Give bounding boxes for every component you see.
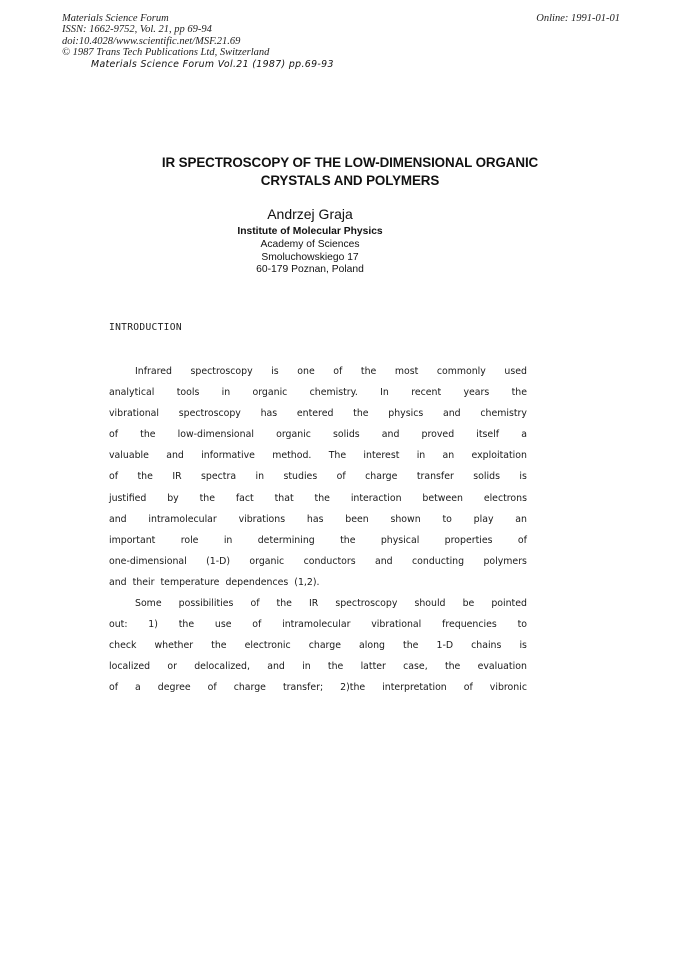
- body-word: vibrational: [371, 619, 422, 631]
- journal-name: Materials Science Forum: [62, 13, 169, 24]
- body-word: is: [519, 471, 527, 483]
- body-line: [109, 514, 527, 535]
- body-word: the: [314, 492, 330, 504]
- online-date: Online: 1991-01-01: [536, 13, 620, 24]
- body-word: and: [109, 513, 127, 525]
- body-word: solids: [473, 471, 500, 483]
- body-word: is: [519, 640, 527, 652]
- body-word: conducting: [412, 555, 465, 567]
- body-word: vibrations: [238, 513, 286, 525]
- body-word: possibilities: [178, 598, 234, 610]
- body-line: [109, 577, 527, 598]
- body-word: the: [276, 598, 292, 610]
- body-word: of: [333, 366, 343, 377]
- affiliation-city: 60-179 Poznan, Poland: [256, 264, 364, 275]
- body-word: one-dimensional: [109, 555, 187, 567]
- body-word: physical: [380, 534, 420, 546]
- body-word: physics: [388, 408, 424, 420]
- body-word: intramolecular: [282, 619, 351, 631]
- body-word: conductors: [303, 555, 356, 567]
- body-word: method.: [272, 450, 312, 462]
- body-word: latter: [360, 661, 386, 673]
- body-word: the: [340, 534, 356, 546]
- body-word: to: [517, 619, 527, 631]
- body-word: 2)the: [340, 682, 366, 694]
- body-word: to: [442, 513, 452, 525]
- body-word: the: [178, 619, 195, 631]
- body-word: and: [109, 576, 127, 588]
- body-word: valuable: [109, 450, 149, 462]
- body-word: interpretation: [382, 682, 447, 694]
- body-word: The: [328, 450, 347, 462]
- body-word: has: [306, 513, 324, 525]
- affiliation-academy: Academy of Sciences: [260, 239, 360, 250]
- author-name: Andrzej Graja: [267, 206, 353, 222]
- body-word: exploitation: [471, 450, 527, 462]
- body-word: degree: [157, 682, 191, 694]
- body-word: the: [511, 387, 527, 399]
- body-word: localized: [109, 661, 151, 673]
- body-word: justified: [109, 492, 147, 504]
- body-word: shown: [390, 513, 421, 525]
- body-word: check: [109, 640, 137, 652]
- body-word: the: [444, 661, 461, 673]
- body-word: itself: [476, 429, 500, 441]
- body-word: role: [180, 534, 199, 546]
- body-word: used: [504, 366, 527, 377]
- body-word: frequencies: [442, 619, 497, 631]
- body-word: of: [517, 534, 527, 546]
- body-word: and: [267, 661, 285, 673]
- body-word: the: [211, 640, 227, 652]
- body-line: [109, 535, 527, 556]
- body-word: of: [109, 682, 119, 694]
- body-line: [109, 429, 527, 450]
- body-word: vibrational: [109, 408, 160, 420]
- body-word: an: [515, 513, 527, 525]
- body-word: the: [403, 640, 419, 652]
- body-word: and: [166, 450, 184, 462]
- body-word: spectra: [201, 471, 237, 483]
- body-word: charge: [233, 682, 266, 694]
- body-word: the: [137, 471, 153, 483]
- body-word: and: [381, 429, 400, 441]
- body-word: case,: [403, 661, 428, 673]
- body-word: solids: [333, 429, 360, 441]
- publication-metadata: [62, 13, 269, 58]
- body-word: fact: [235, 492, 254, 504]
- body-word: the: [353, 408, 369, 420]
- body-word: evaluation: [477, 661, 527, 673]
- body-word: charge: [365, 471, 398, 483]
- body-word: the: [199, 492, 215, 504]
- body-word: in: [416, 450, 426, 462]
- body-word: by: [167, 492, 179, 504]
- body-line: [109, 387, 527, 408]
- body-word: electrons: [483, 492, 527, 504]
- body-word: their: [132, 576, 155, 588]
- body-word: properties: [444, 534, 493, 546]
- body-word: of: [109, 429, 119, 441]
- body-word: of: [207, 682, 217, 694]
- body-word: years: [463, 387, 490, 399]
- doi-line: doi:10.4028/www.scientific.net/MSF.21.69: [62, 35, 241, 47]
- body-word: along: [359, 640, 385, 652]
- body-word: of: [252, 619, 262, 631]
- body-word: Infrared: [135, 366, 172, 377]
- body-word: spectroscopy: [335, 598, 398, 610]
- issn-line: ISSN: 1662-9752, Vol. 21, pp 69-94: [62, 24, 212, 36]
- body-word: IR: [308, 598, 319, 610]
- body-word: and: [375, 555, 393, 567]
- body-word: interaction: [350, 492, 402, 504]
- body-word: whether: [154, 640, 194, 652]
- body-line: [109, 556, 527, 577]
- body-word: an: [442, 450, 455, 462]
- affiliation-street: Smoluchowskiego 17: [261, 252, 359, 263]
- body-word: interest: [363, 450, 400, 462]
- body-word: or: [167, 661, 177, 673]
- body-word: Some: [135, 598, 162, 610]
- body-word: entered: [296, 408, 334, 420]
- body-word: dependences: [225, 576, 289, 588]
- body-line: [109, 471, 527, 492]
- body-word: the: [360, 366, 377, 377]
- body-line: [109, 661, 527, 682]
- body-word: transfer;: [282, 682, 324, 694]
- body-word: of: [109, 471, 119, 483]
- body-word: in: [255, 471, 265, 483]
- body-word: in: [223, 534, 233, 546]
- body-word: should: [414, 598, 446, 610]
- body-word: 1-D: [436, 640, 454, 652]
- body-word: pointed: [491, 598, 527, 610]
- body-word: In: [380, 387, 389, 399]
- body-word: (1,2).: [294, 576, 320, 588]
- body-word: studies: [283, 471, 318, 483]
- body-word: play: [473, 513, 494, 525]
- body-word: chemistry: [480, 408, 527, 420]
- body-word: vibronic: [489, 682, 527, 694]
- body-word: chemistry.: [309, 387, 358, 399]
- body-word: transfer: [416, 471, 454, 483]
- journal-reference: Materials Science Forum Vol.21 (1987) pp.69-93: [91, 59, 334, 70]
- body-word: electronic: [244, 640, 291, 652]
- body-line: [109, 450, 527, 471]
- body-line: [109, 408, 527, 429]
- body-word: be: [462, 598, 475, 610]
- body-word: organic: [252, 387, 288, 399]
- body-word: most: [394, 366, 419, 377]
- body-word: of: [336, 471, 346, 483]
- body-word: use: [214, 619, 232, 631]
- body-word: of: [463, 682, 473, 694]
- body-word: out:: [109, 619, 128, 631]
- body-word: recent: [411, 387, 442, 399]
- body-line: [109, 598, 527, 619]
- body-word: intramolecular: [148, 513, 217, 525]
- body-word: between: [422, 492, 463, 504]
- body-word: has: [260, 408, 278, 420]
- affiliation-institute: Institute of Molecular Physics: [237, 226, 383, 237]
- paper-title-line-2: CRYSTALS AND POLYMERS: [260, 173, 440, 188]
- body-word: low-dimensional: [177, 429, 254, 441]
- body-word: tools: [176, 387, 200, 399]
- body-line: [109, 682, 527, 703]
- body-word: chains: [471, 640, 502, 652]
- copyright-line: © 1987 Trans Tech Publications Ltd, Switzerland: [62, 46, 270, 58]
- body-word: polymers: [483, 555, 527, 567]
- section-heading: INTRODUCTION: [109, 322, 182, 333]
- body-word: in: [302, 661, 311, 673]
- body-word: and: [442, 408, 461, 420]
- body-word: spectroscopy: [190, 366, 253, 377]
- body-word: a: [135, 682, 141, 694]
- body-word: IR: [172, 471, 182, 483]
- body-word: the: [140, 429, 156, 441]
- body-word: organic: [249, 555, 285, 567]
- body-line: [109, 366, 527, 387]
- body-word: one: [297, 366, 315, 377]
- body-word: organic: [276, 429, 311, 441]
- body-word: charge: [308, 640, 341, 652]
- body-word: the: [327, 661, 344, 673]
- paper-title-line-1: IR SPECTROSCOPY OF THE LOW-DIMENSIONAL ORGANIC: [161, 155, 539, 170]
- body-word: commonly: [436, 366, 486, 377]
- body-word: been: [345, 513, 369, 525]
- body-word: determining: [257, 534, 315, 546]
- body-word: delocalized,: [194, 661, 250, 673]
- body-text: [109, 366, 527, 704]
- body-line: [109, 619, 527, 640]
- body-word: a: [521, 429, 527, 441]
- body-word: that: [274, 492, 294, 504]
- body-line: [109, 640, 527, 661]
- body-word: (1-D): [206, 555, 231, 567]
- body-word: informative: [201, 450, 255, 462]
- body-word: 1): [148, 619, 158, 631]
- body-word: in: [221, 387, 231, 399]
- body-word: spectroscopy: [178, 408, 241, 420]
- body-word: of: [250, 598, 260, 610]
- body-word: analytical: [109, 387, 155, 399]
- body-word: temperature: [160, 576, 220, 588]
- body-word: proved: [421, 429, 455, 441]
- body-word: important: [109, 534, 156, 546]
- body-word: is: [271, 366, 279, 377]
- body-line: [109, 493, 527, 514]
